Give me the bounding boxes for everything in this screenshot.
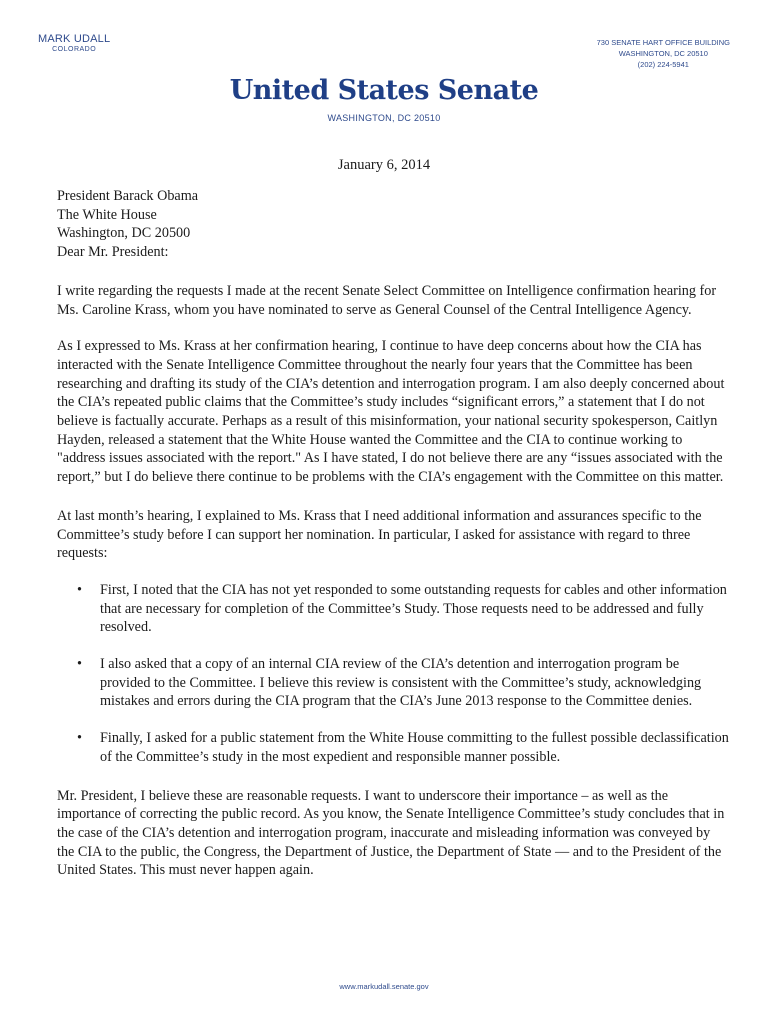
bullet-icon: • bbox=[77, 581, 82, 598]
office-phone: (202) 224-5941 bbox=[637, 60, 689, 69]
footer-website: www.markudall.senate.gov bbox=[339, 982, 429, 991]
recipient-address bbox=[57, 187, 729, 243]
address-line-1: 730 SENATE HART OFFICE BUILDING bbox=[596, 38, 730, 47]
request-item bbox=[57, 655, 729, 711]
letter-body bbox=[57, 187, 729, 880]
request-text: First, I noted that the CIA has not yet responded to some outstanding requests for cables and other information that are necessary for completion of the Committee’s Study. Those requests need to be addressed and fully resolved. bbox=[100, 581, 727, 636]
paragraph-intro: I write regarding the requests I made at the recent Senate Select Committee on Intelligence confirmation hearing for Ms. Caroline Krass, whom you have nominated to serve as General Counsel of the Central Intelligence Agency. bbox=[57, 282, 717, 318]
senate-city: WASHINGTON, DC 20510 bbox=[327, 113, 441, 123]
request-list bbox=[57, 581, 729, 767]
sender-name: MARK UDALL bbox=[38, 33, 111, 45]
recipient-office: The White House bbox=[57, 206, 157, 223]
paragraph-closing: Mr. President, I believe these are reasonable requests. I want to underscore their importance – as well as the importance of correcting the public record. As you know, the Senate Intelligence Committee’s study concludes that in the case of the CIA’s detention and interrogation program, inaccurate and misleading information was conveyed by the CIA to the public, the Congress, the Department of Justice, the Department of State — and to the President of the United States. This must never happen again. bbox=[57, 787, 725, 879]
address-line-2: WASHINGTON, DC 20510 bbox=[618, 49, 708, 58]
recipient-city: Washington, DC 20500 bbox=[57, 225, 191, 242]
request-item bbox=[57, 581, 729, 637]
paragraph-hearing: At last month’s hearing, I explained to Ms. Krass that I need additional information and assurances specific to the Committee’s study before I can support her nomination. In particular, I asked for assistance with regard to three requests: bbox=[57, 507, 702, 562]
office-address bbox=[597, 37, 730, 70]
paragraph-concerns: As I expressed to Ms. Krass at her confirmation hearing, I continue to have deep concerns about how the CIA has interacted with the Senate Intelligence Committee throughout the nearly four years that the Committee has been researching and drafting its study of the CIA’s detention and interrogation program. I am also deeply concerned about the CIA’s repeated public claims that the Committee’s study includes “significant errors,” a statement that I do not believe is factually accurate. Perhaps as a result of this misinformation, your national security spokesperson, Caitlyn Hayden, released a statement that the White House wanted the Committee and the CIA to continue working to "address issues associated with the report." As I have stated, I do not believe there are any “issues associated with the report,” but I do believe there continue to be problems with the CIA’s engagement with the Committee on this matter. bbox=[57, 338, 725, 486]
bullet-icon: • bbox=[77, 730, 82, 747]
request-text: I also asked that a copy of an internal CIA review of the CIA’s detention and interrogation program be provided to the Committee. I believe this review is consistent with the Committee’s study, acknowledging mistakes and errors during the CIA program that the CIA’s June 2013 response to the Committee denies. bbox=[100, 656, 702, 710]
salutation: Dear Mr. President: bbox=[57, 244, 169, 261]
bullet-icon: • bbox=[77, 656, 82, 673]
senate-title: United States Senate bbox=[229, 75, 539, 106]
request-text: Finally, I asked for a public statement from the White House committing to the fullest possible declassification of the Committee’s study in the most expedient and responsible manner possible. bbox=[100, 730, 729, 765]
sender-block bbox=[38, 33, 110, 53]
letter-date: January 6, 2014 bbox=[337, 157, 431, 173]
recipient-name: President Barack Obama bbox=[57, 188, 199, 204]
sender-state: COLORADO bbox=[52, 46, 97, 53]
request-item bbox=[57, 729, 729, 766]
